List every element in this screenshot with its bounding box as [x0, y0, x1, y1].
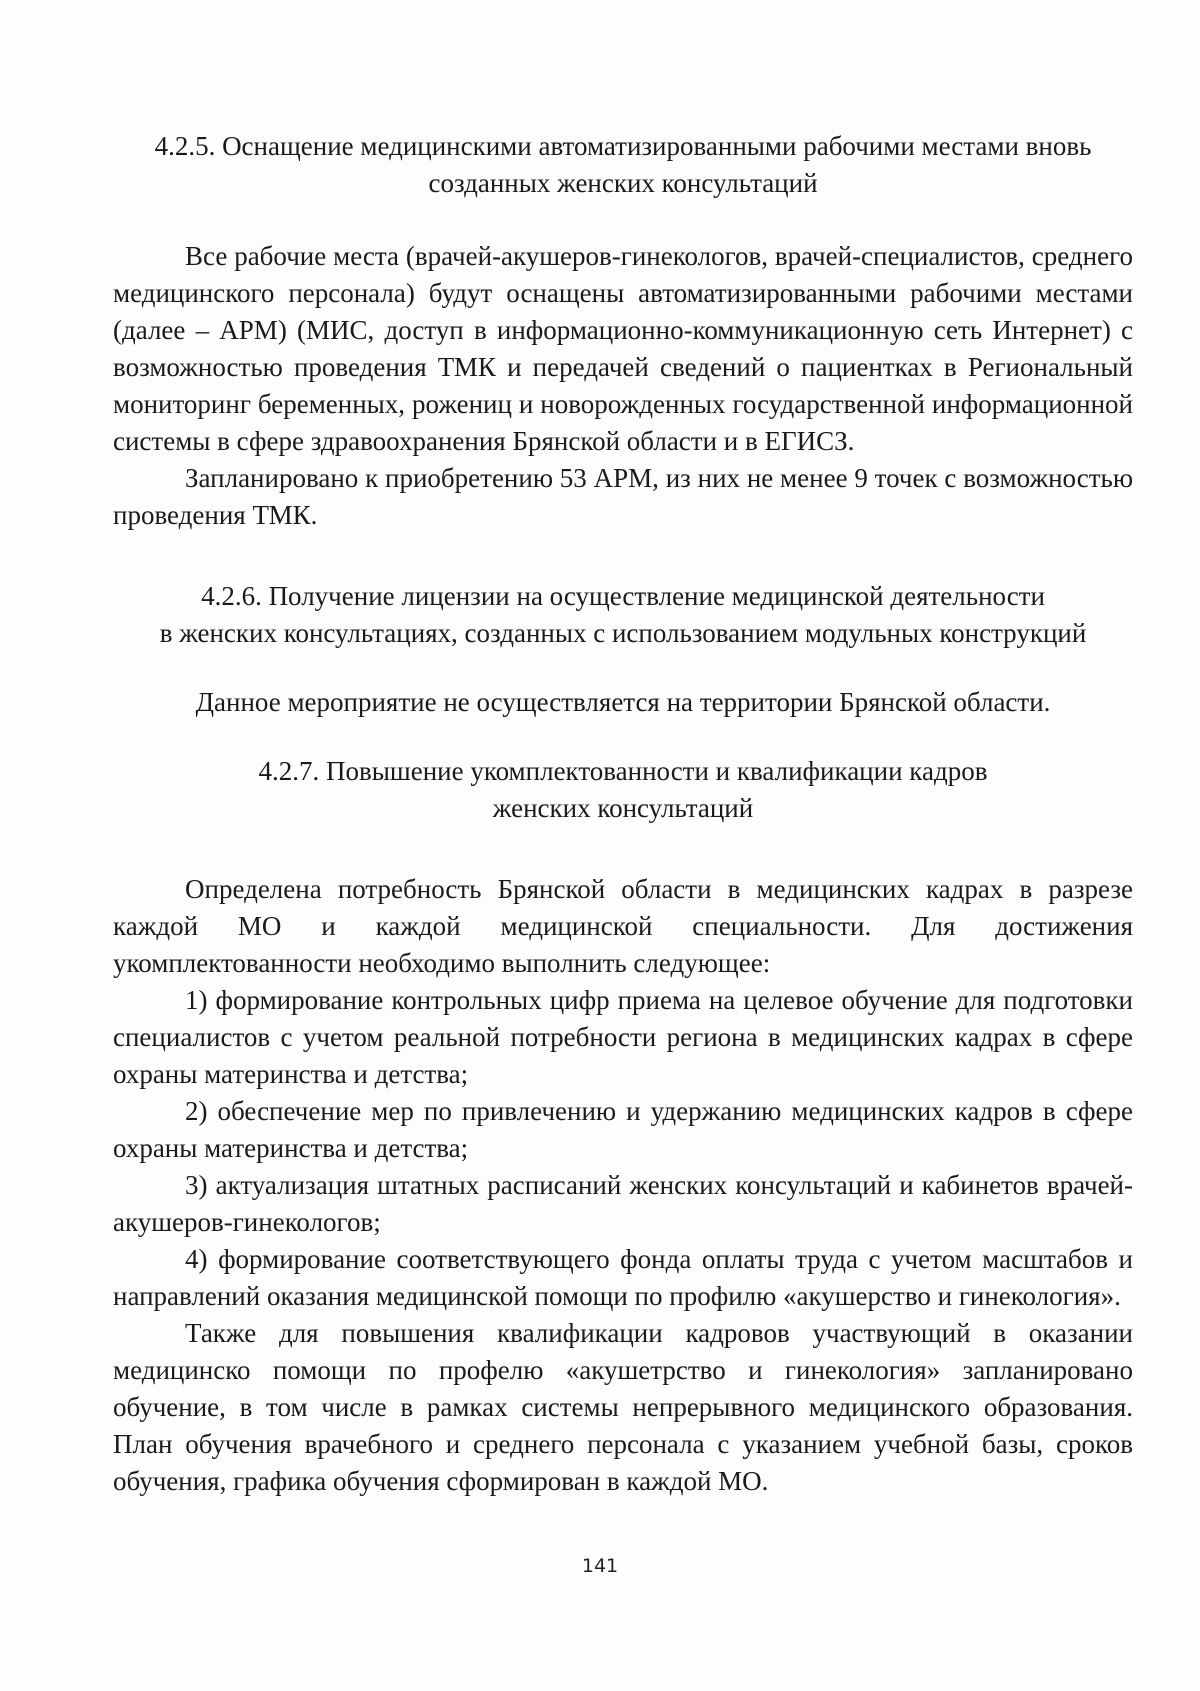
section-heading-line: 4.2.7. Повышение укомплектованности и квалификации кадров: [258, 756, 988, 786]
section-4-2-5: [113, 128, 1133, 534]
list-item: 2) обеспечение мер по привлечению и удержанию медицинских кадров в сфере охраны материнства и детства;: [113, 1096, 1133, 1163]
list-item: 4) формирование соответствующего фонда оплаты труда с учетом масштабов и направлений оказания медицинской помощи по профилю «акушерство и гинекология».: [113, 1244, 1133, 1311]
section-heading-line: в женских консультациях, созданных с использованием модульных конструкций: [159, 618, 1087, 648]
section-heading-line: созданных женских консультаций: [428, 168, 818, 198]
paragraph: Также для повышения квалификации кадровов участвующий в оказании медицинско помощи по профелю «акушетрство и гинекология» запланировано обучение, в том числе в рамках системы непрерывного медицинского образования. План обучения врачебного и среднего персонала с указанием учебной базы, сроков обучения, графика обучения сформирован в каждой МО.: [113, 1318, 1133, 1496]
document-body: [113, 128, 1133, 1500]
section-heading-line: 4.2.5. Оснащение медицинскими автоматизированными рабочими местами вновь: [154, 131, 1092, 161]
section-heading-line: женских консультаций: [492, 793, 754, 823]
section-heading-line: 4.2.6. Получение лицензии на осуществление медицинской деятельности: [201, 581, 1045, 611]
paragraph: Запланировано к приобретению 53 АРМ, из них не менее 9 точек с возможностью проведения ТМК.: [113, 463, 1133, 530]
page-number: 141: [581, 1555, 619, 1577]
paragraph: Определена потребность Брянской области в медицинских кадрах в разрезе каждой МО и каждой медицинской специальности. Для достижения укомплектованности необходимо выполнить следующее:: [113, 874, 1133, 978]
paragraph: Данное мероприятие не осуществляется на территории Брянской области.: [195, 687, 1051, 717]
paragraph: Все рабочие места (врачей-акушеров-гинекологов, врачей-специалистов, среднего медицинского персонала) будут оснащены автоматизированными рабочими местами (далее – АРМ) (МИС, доступ в информационно-коммуникационную сеть Интернет) с возможностью проведения ТМК и передачей сведений о пациентках в Региональный мониторинг беременных, рожениц и новорожденных государственной информационной системы в сфере здравоохранения Брянской области и в ЕГИСЗ.: [113, 241, 1133, 456]
section-4-2-7: [113, 753, 1133, 1500]
list-item: 3) актуализация штатных расписаний женских консультаций и кабинетов врачей-акушеров-гинекологов;: [113, 1170, 1133, 1237]
list-item: 1) формирование контрольных цифр приема на целевое обучение для подготовки специалистов с учетом реальной потребности региона в медицинских кадрах в сфере охраны материнства и детства;: [113, 985, 1133, 1089]
section-4-2-6: [113, 578, 1133, 721]
